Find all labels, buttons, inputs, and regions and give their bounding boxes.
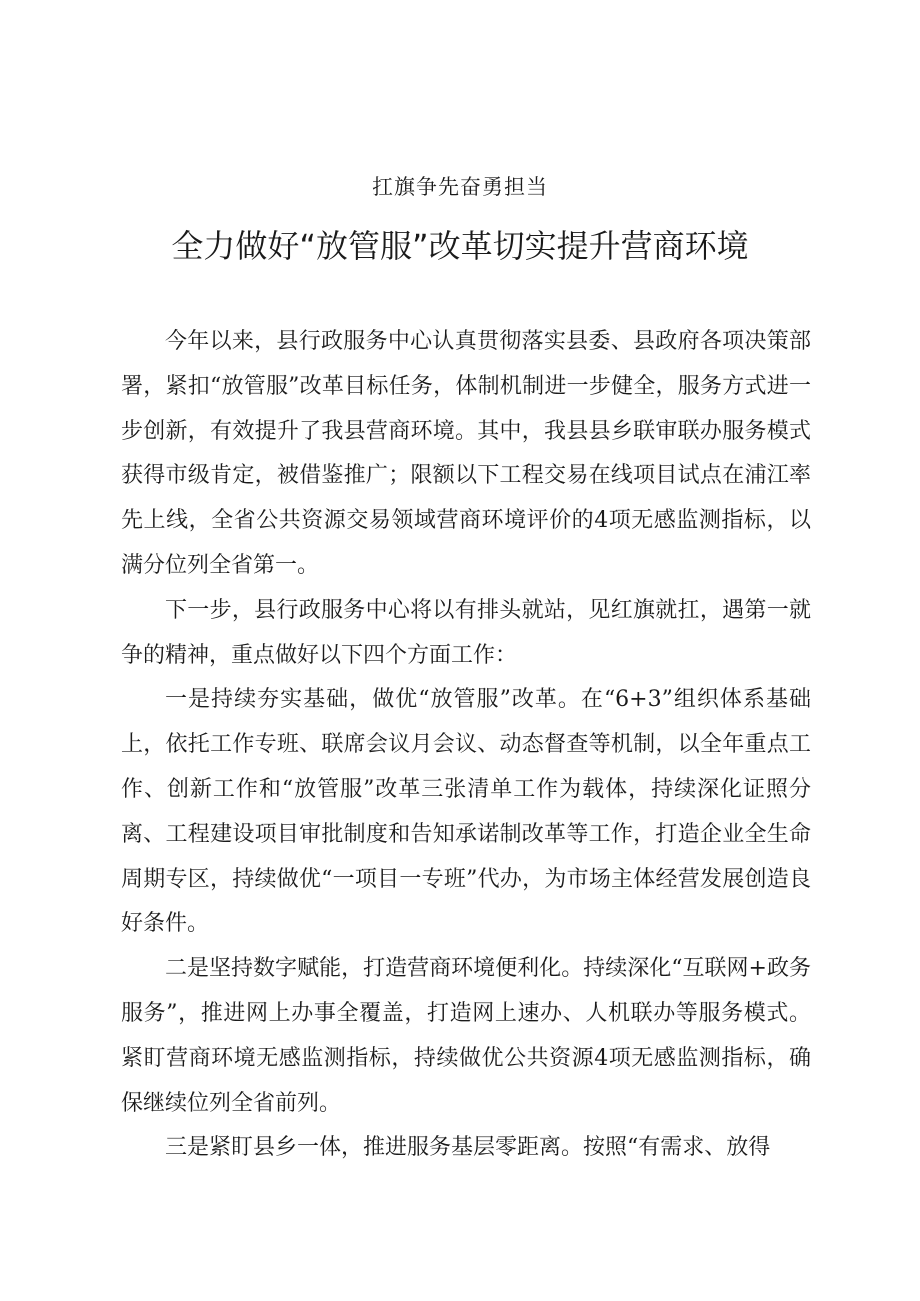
paragraph-next-steps: 下一步，县行政服务中心将以有排头就站，见红旗就扛，遇第一就争的精神，重点做好以下四个方面工作：	[121, 597, 811, 668]
paragraph-point-one: 一是持续夯实基础，做优“放管服”改革。在“6+3”组织体系基础上，依托工作专班、联席会议月会议、动态督查等机制，以全年重点工作、创新工作和“放管服”改革三张清单工作为载体，持续深化证照分离、工程建设项目审批制度和告知承诺制改革等工作，打造企业全生命周期专区，持续做优“一项目一专班”代办，为市场主体经营发展创造良好条件。	[121, 687, 811, 937]
paragraph-intro: 今年以来，县行政服务中心认真贯彻落实县委、县政府各项决策部署，紧扣“放管服”改革目标任务，体制机制进一步健全，服务方式进一步创新，有效提升了我县营商环境。其中，我县县乡联审联办服务模式获得市级肯定，被借鉴推广；限额以下工程交易在线项目试点在浦江率先上线，全省公共资源交易领域营商环境评价的4项无感监测指标，以满分位列全省第一。	[121, 329, 811, 578]
document-title: 全力做好“放管服”改革切实提升营商环境	[171, 227, 749, 265]
document-subtitle: 扛旗争先奋勇担当	[372, 175, 548, 199]
paragraph-point-three: 三是紧盯县乡一体，推进服务基层零距离。按照“有需求、放得	[165, 1135, 771, 1161]
paragraph-point-two: 二是坚持数字赋能，打造营商环境便利化。持续深化“互联网+政务服务”，推进网上办事全覆盖，打造网上速办、人机联办等服务模式。紧盯营商环境无感监测指标，持续做优公共资源4项无感监测指标，确保继续位列全省前列。	[121, 956, 811, 1116]
document-body	[121, 320, 811, 1171]
